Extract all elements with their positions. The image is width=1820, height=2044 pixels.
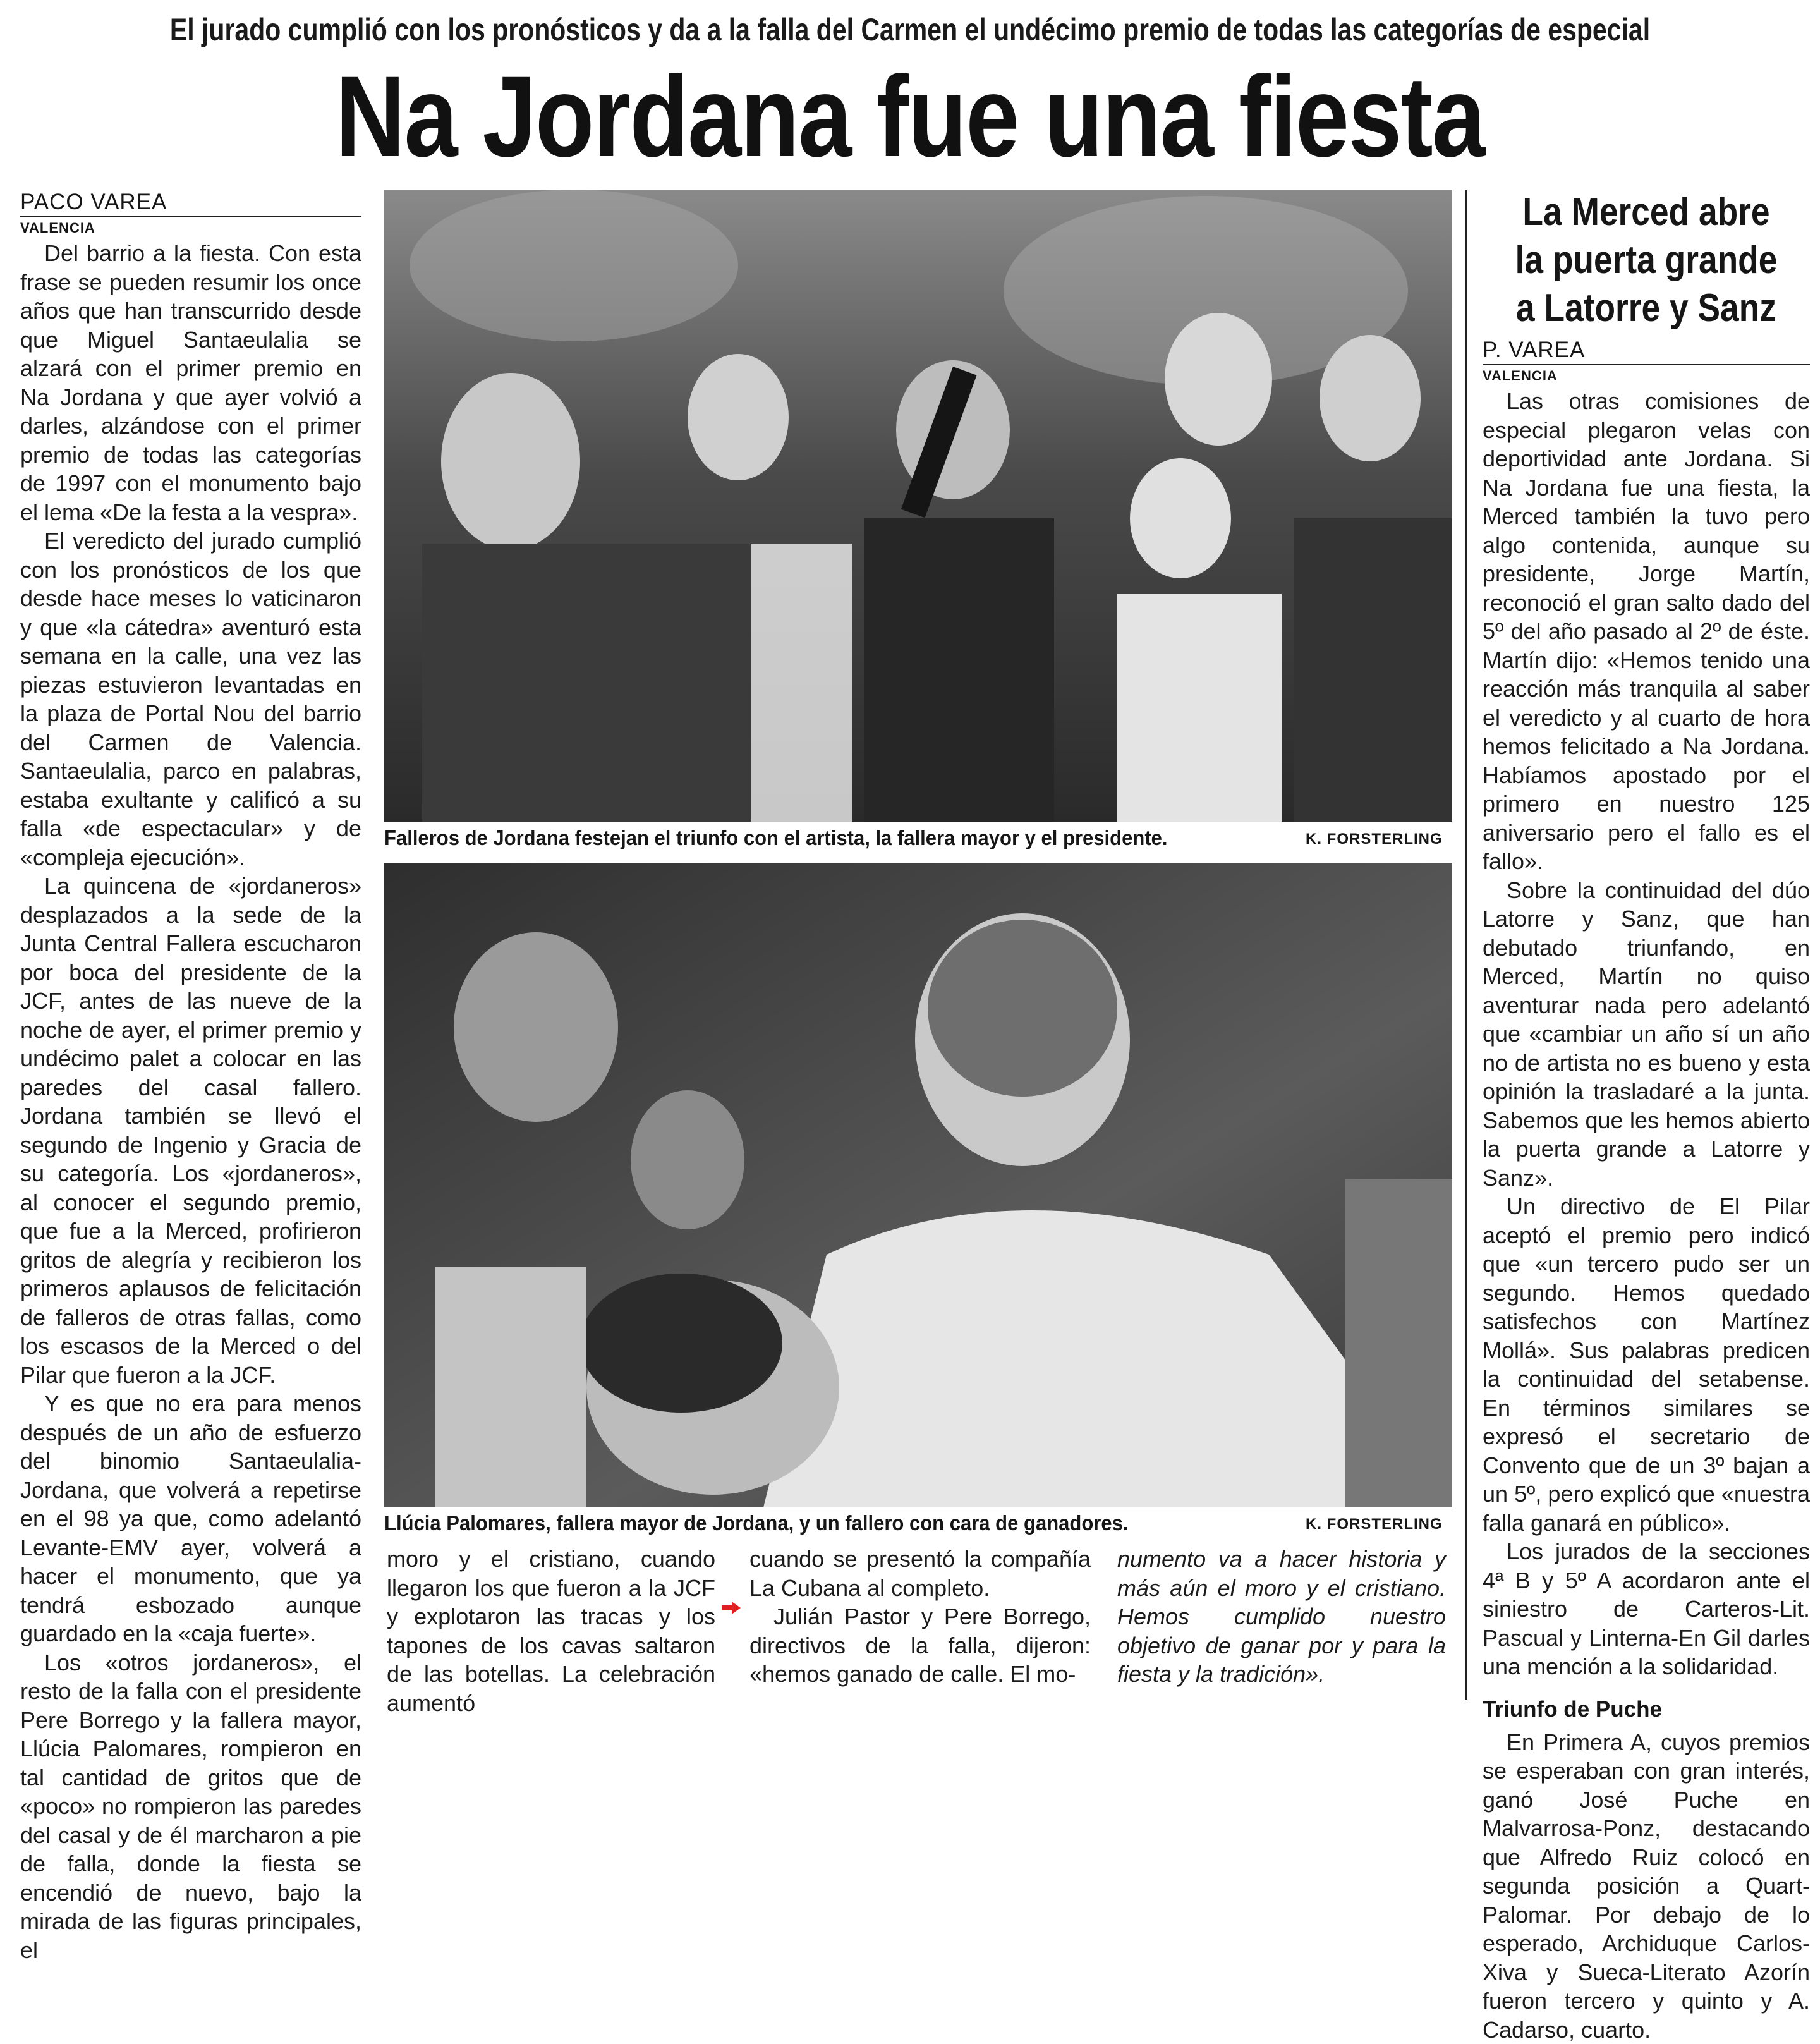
paragraph: numento va a hacer historia y más aún el moro y el cristiano. Hemos cumplido nuestro objetivo de ganar por y para la fiesta y la tradición». bbox=[1117, 1545, 1446, 1689]
main-article-continuation-1 bbox=[387, 1545, 715, 1717]
sidebar-body-2 bbox=[1483, 1728, 1810, 2044]
paragraph: El veredicto del jurado cumplió con los pronósticos de los que desde hace meses lo vaticinaron y que «la cátedra» aventuró esta semana en la calle, una vez las piezas estuvieron levantadas en la plaza de Portal Nou del barrio del Carmen de Valencia. Santaeulalia, parco en palabras, estaba exultante y calificó a su falla «de espectacular» y de «compleja ejecución». bbox=[20, 526, 361, 872]
headline: Na Jordana fue una fiesta bbox=[145, 53, 1674, 179]
paragraph: La quincena de «jordaneros» desplazados a la sede de la Junta Central Fallera escucharon por boca del presidente de la JCF, antes de las nueve de la noche de ayer, el primer premio y undécimo palet a colocar en las paredes del casal fallero. Jordana también se llevó el segundo de Ingenio y Gracia de su categoría. Los «jordaneros», al conocer el segundo premio, que fue a la Merced, profirieron gritos de alegría y recibieron los primeros aplausos de felicitación de falleros de otras fallas, como los escasos de la Merced o del Pilar que fueron a la JCF. bbox=[20, 872, 361, 1389]
photo1-credit: K. FORSTERLING bbox=[1306, 827, 1443, 852]
paragraph: Julián Pastor y Pere Borrego, directivos de la falla, dijeron: «hemos ganado de calle. El mo- bbox=[749, 1602, 1091, 1689]
sidebar-subhead: Triunfo de Puche bbox=[1483, 1695, 1810, 1724]
main-article-continuation-3 bbox=[1117, 1545, 1446, 1689]
byline: PACO VAREA bbox=[20, 190, 361, 217]
sidebar-headline: La Merced abre la puerta grande a Latorre y Sanz bbox=[1505, 188, 1787, 332]
sidebar-body bbox=[1483, 387, 1810, 1681]
paragraph: Un directivo de El Pilar aceptó el premio pero indicó que «un tercero pudo ser un segundo. Hemos quedado satisfechos con Martínez Mollá». Sus palabras predicen la continuidad del setabense. En términos similares se expresó el secretario de Convento que de un 3º bajan a un 5º, pero explicó que «nuestra falla ganará en público». bbox=[1483, 1192, 1810, 1537]
main-article-continuation-2 bbox=[749, 1545, 1091, 1689]
red-arrow-icon bbox=[722, 1600, 741, 1615]
main-article-body bbox=[20, 239, 361, 1964]
paragraph: En Primera A, cuyos premios se esperaban con gran interés, ganó José Puche en Malvarrosa-Ponz, destacando que Alfredo Ruiz colocó en segunda posición a Quart-Palomar. Por debajo de lo esperado, Archiduque Carlos-Xiva y Sueca-Literato Azorín fueron tercero y quinto y A. Cadarso, cuarto. bbox=[1483, 1728, 1810, 2044]
kicker: El jurado cumplió con los pronósticos y da a la falla del Carmen el undécimo premio de todas las categorías de especial bbox=[164, 9, 1656, 51]
paragraph: Y es que no era para menos después de un año de esfuerzo del binomio Santaeulalia-Jordana, que volverá a repetirse en el 98 ya que, como adelantó Levante-EMV ayer, volverá a hacer el monumento, que ya tendrá esbozado aunque guardado en la «caja fuerte». bbox=[20, 1389, 361, 1648]
paragraph: Sobre la continuidad del dúo Latorre y Sanz, que han debutado triunfando, en Merced, Martín no quiso aventurar nada pero adelantó que «cambiar un año sí un año no de artista no es bueno y esta opinión la trasladaré a la junta. Sabemos que les hemos abierto la puerta grande a Latorre y Sanz». bbox=[1483, 876, 1810, 1193]
sidebar-article bbox=[1483, 188, 1810, 2044]
sidebar-dateline: VALENCIA bbox=[1483, 365, 1810, 387]
paragraph: cuando se presentó la compañía La Cubana al completo. bbox=[749, 1545, 1091, 1602]
main-article-column bbox=[20, 190, 361, 1964]
dateline: VALENCIA bbox=[20, 217, 361, 239]
paragraph: moro y el cristiano, cuando llegaron los que fueron a la JCF y explotaron las tracas y los tapones de los cavas saltaron de las botellas. La celebración aumentó bbox=[387, 1545, 715, 1717]
photo2-caption: Llúcia Palomares, fallera mayor de Jordana, y un fallero con cara de ganadores. bbox=[384, 1511, 1128, 1536]
photo-fallera-image bbox=[384, 863, 1452, 1507]
photo-celebration-image bbox=[384, 190, 1452, 822]
photo-celebration bbox=[384, 190, 1452, 822]
paragraph: Del barrio a la fiesta. Con esta frase se pueden resumir los once años que han transcurrido desde que Miguel Santaeulalia se alzará con el primer premio en Na Jordana y que ayer volvió a darles, alzándose con el primer premio de todas las categorías de 1997 con el monumento bajo el lema «De la festa a la vespra». bbox=[20, 239, 361, 526]
paragraph: Los jurados de la secciones 4ª B y 5º A acordaron ante el siniestro de Carteros-Lit. Pascual y Linterna-En Gil darles una mención a la solidaridad. bbox=[1483, 1537, 1810, 1681]
photo1-caption: Falleros de Jordana festejan el triunfo con el artista, la fallera mayor y el presidente. bbox=[384, 825, 1168, 851]
photo-fallera bbox=[384, 863, 1452, 1507]
sidebar-divider bbox=[1465, 190, 1467, 1700]
photo2-credit: K. FORSTERLING bbox=[1306, 1512, 1443, 1537]
sidebar-byline: P. VAREA bbox=[1483, 338, 1810, 365]
paragraph: Las otras comisiones de especial plegaron velas con deportividad ante Jordana. Si Na Jordana fue una fiesta, la Merced también la tuvo pero algo contenida, aunque su presidente, Jorge Martín, reconoció el gran salto dado del 5º del año pasado al 2º de éste. Martín dijo: «Hemos tenido una reacción más tranquila al saber el veredicto y al cuarto de hora hemos felicitado a Na Jordana. Habíamos apostado por el primero en nuestro 125 aniversario pero el fallo es el fallo». bbox=[1483, 387, 1810, 876]
paragraph: Los «otros jordaneros», el resto de la falla con el presidente Pere Borrego y la fallera mayor, Llúcia Palomares, rompieron en tal cantidad de gritos que de «poco» no rompieron las paredes del casal y de él marcharon a pie de falla, donde la fiesta se encendió de nuevo, bajo la mirada de las figuras principales, el bbox=[20, 1648, 361, 1965]
